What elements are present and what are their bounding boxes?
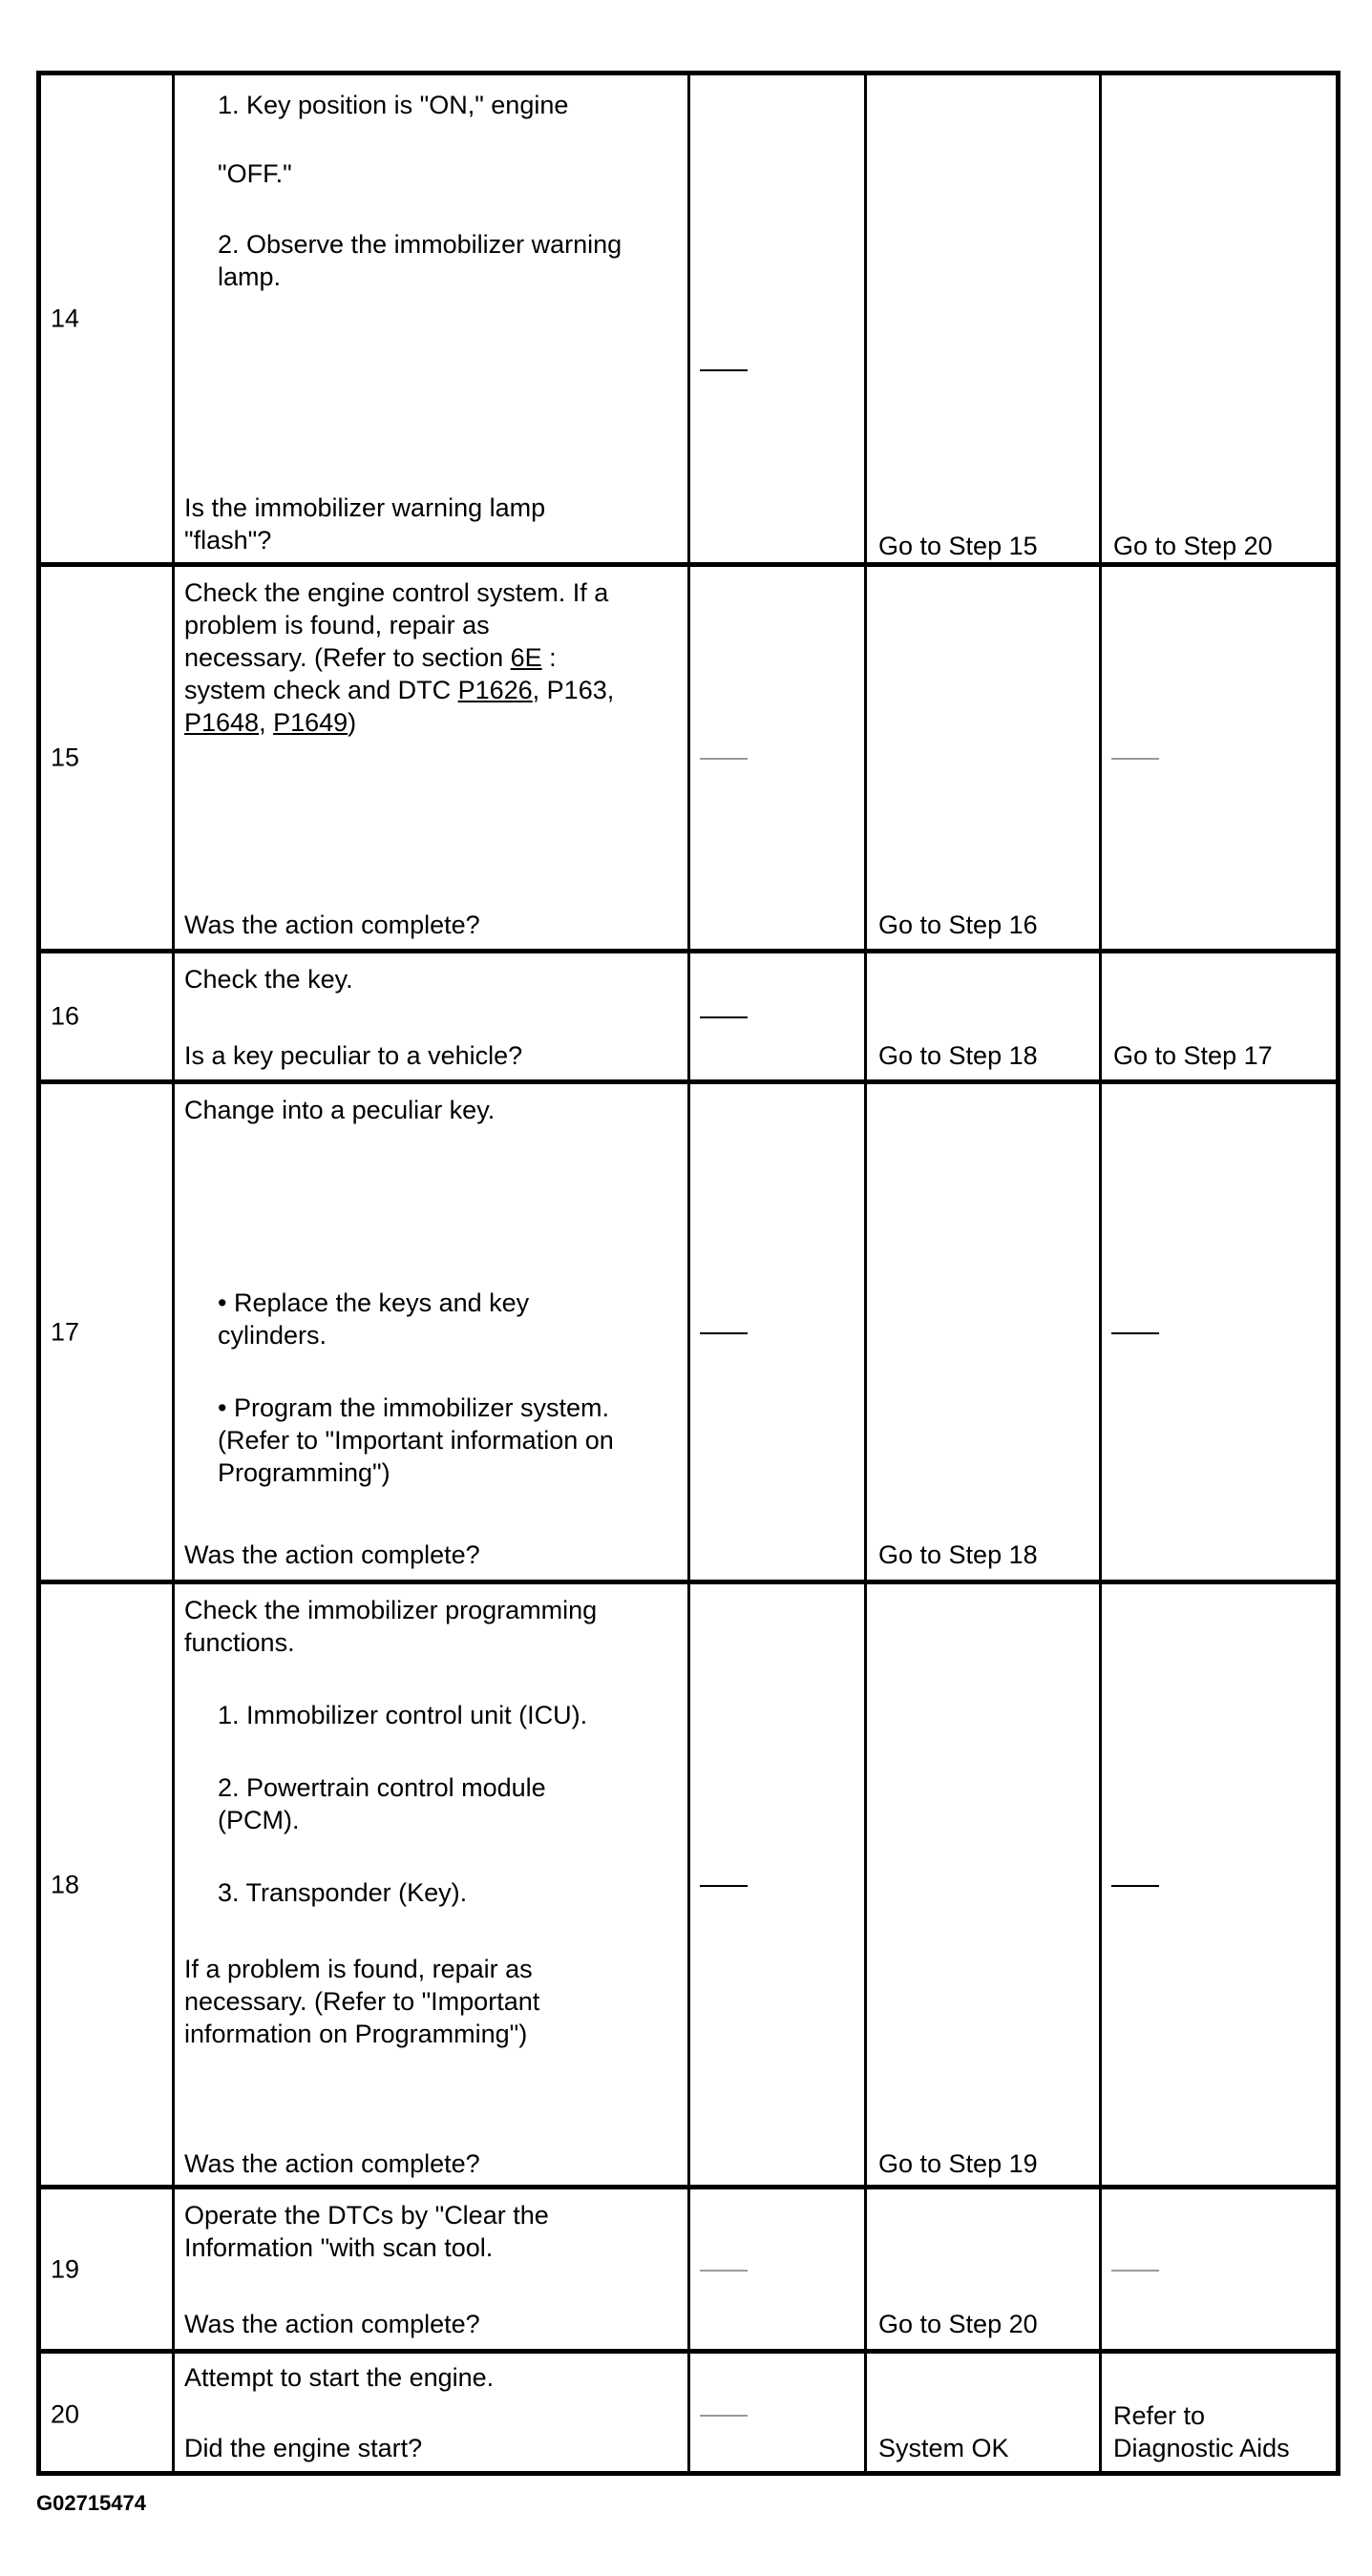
yes-action: Go to Step 15 [878, 532, 1038, 560]
action-cell [175, 2189, 690, 2349]
no-action: Go to Step 20 [1113, 532, 1273, 560]
action-line: 2. Observe the immobilizer warning [218, 230, 623, 259]
action-line: • Program the immobilizer system. [218, 1393, 610, 1422]
yes-action: Go to Step 16 [878, 911, 1038, 939]
action-cell [175, 2354, 690, 2476]
empty-value-dash [700, 2415, 748, 2417]
action-cell [175, 1584, 690, 2185]
action-line: 3. Transponder (Key). [218, 1878, 468, 1907]
no-cell [1102, 953, 1340, 1079]
action-line: Programming") [218, 1458, 390, 1487]
yes-cell [867, 2189, 1102, 2349]
no-action: Refer to [1113, 2401, 1206, 2430]
value-cell [690, 2354, 867, 2476]
empty-value-dash [700, 1885, 748, 1887]
yes-cell [867, 2354, 1102, 2476]
table-row-step-16 [41, 953, 1336, 1084]
yes-action: Go to Step 19 [878, 2149, 1038, 2178]
action-line: necessary. (Refer to section 6E : [184, 643, 557, 672]
action-line: Attempt to start the engine. [184, 2363, 495, 2392]
no-cell [1102, 75, 1340, 562]
figure-code: G02715474 [36, 2491, 146, 2515]
empty-value-dash [1111, 2270, 1159, 2272]
value-cell [690, 1584, 867, 2185]
action-line: • Replace the keys and key [218, 1288, 530, 1317]
no-cell [1102, 1584, 1340, 2185]
no-cell [1102, 1084, 1340, 1580]
value-cell [690, 75, 867, 562]
step-cell [41, 953, 175, 1079]
yes-cell [867, 75, 1102, 562]
table-row-step-18 [41, 1584, 1336, 2189]
step-cell [41, 1584, 175, 2185]
action-question: Is the immobilizer warning lamp [184, 493, 546, 522]
yes-cell [867, 1584, 1102, 2185]
action-line: information on Programming") [184, 2020, 528, 2048]
diagnostic-table [36, 71, 1340, 2476]
table-row-step-15 [41, 567, 1336, 953]
step-number: 17 [51, 1317, 80, 1346]
action-line: "OFF." [218, 159, 292, 188]
no-cell [1102, 2189, 1340, 2349]
action-line: problem is found, repair as [184, 611, 490, 639]
yes-cell [867, 1084, 1102, 1580]
action-line: P1648, P1649) [184, 708, 357, 737]
action-line: Change into a peculiar key. [184, 1096, 496, 1124]
step-cell [41, 75, 175, 562]
action-line: If a problem is found, repair as [184, 1955, 533, 1983]
action-line: cylinders. [218, 1321, 327, 1350]
no-cell [1102, 2354, 1340, 2476]
yes-action: Go to Step 18 [878, 1540, 1038, 1569]
action-line: Operate the DTCs by "Clear the [184, 2201, 549, 2230]
empty-value-dash [700, 1332, 748, 1334]
value-cell [690, 2189, 867, 2349]
step-number: 16 [51, 1001, 80, 1031]
action-cell [175, 75, 690, 562]
yes-action: Go to Step 18 [878, 1041, 1038, 1070]
action-line: Check the key. [184, 965, 353, 994]
dtc-link-p1649[interactable]: P1649 [273, 708, 348, 737]
yes-cell [867, 953, 1102, 1079]
step-cell [41, 2354, 175, 2476]
section-link[interactable]: 6E [510, 643, 542, 672]
action-line: necessary. (Refer to "Important [184, 1987, 540, 2016]
empty-value-dash [1111, 1332, 1159, 1334]
table-row-step-14 [41, 75, 1336, 567]
table-row-step-17 [41, 1084, 1336, 1584]
step-number: 20 [51, 2399, 80, 2429]
empty-value-dash [700, 369, 748, 371]
action-line: 1. Immobilizer control unit (ICU). [218, 1701, 588, 1729]
empty-value-dash [700, 2270, 748, 2272]
step-number: 18 [51, 1870, 80, 1898]
no-action: Go to Step 17 [1113, 1041, 1273, 1070]
step-cell [41, 2189, 175, 2349]
action-cell [175, 567, 690, 949]
action-cell [175, 953, 690, 1079]
table-row-step-20 [41, 2354, 1336, 2476]
action-question: Was the action complete? [184, 911, 480, 939]
empty-value-dash [700, 1016, 748, 1018]
action-question: "flash"? [184, 526, 272, 555]
action-line: lamp. [218, 262, 282, 291]
action-question: Was the action complete? [184, 2310, 480, 2338]
step-number: 15 [51, 743, 80, 772]
no-action: Diagnostic Aids [1113, 2434, 1290, 2462]
action-question: Was the action complete? [184, 2149, 480, 2178]
yes-cell [867, 567, 1102, 949]
action-question: Is a key peculiar to a vehicle? [184, 1041, 523, 1070]
value-cell [690, 953, 867, 1079]
dtc-link-p1626[interactable]: P1626 [457, 676, 533, 704]
action-line: Information "with scan tool. [184, 2233, 494, 2262]
step-cell [41, 1084, 175, 1580]
step-cell [41, 567, 175, 949]
table-row-step-19 [41, 2189, 1336, 2354]
action-line: system check and DTC P1626, P163, [184, 676, 615, 704]
action-question: Did the engine start? [184, 2434, 423, 2462]
step-number: 19 [51, 2254, 80, 2283]
action-cell [175, 1084, 690, 1580]
yes-action: System OK [878, 2434, 1009, 2462]
empty-value-dash [1111, 758, 1159, 760]
empty-value-dash [700, 758, 748, 760]
no-cell [1102, 567, 1340, 949]
action-line: functions. [184, 1628, 295, 1657]
value-cell [690, 567, 867, 949]
action-line: 2. Powertrain control module [218, 1773, 546, 1802]
action-line: (PCM). [218, 1806, 300, 1834]
action-line: Check the immobilizer programming [184, 1596, 598, 1624]
empty-value-dash [1111, 1885, 1159, 1887]
step-number: 14 [51, 304, 80, 333]
value-cell [690, 1084, 867, 1580]
dtc-link-p1648[interactable]: P1648 [184, 708, 260, 737]
action-line: Check the engine control system. If a [184, 578, 609, 607]
action-line: 1. Key position is "ON," engine [218, 91, 569, 119]
action-line: (Refer to "Important information on [218, 1426, 614, 1455]
action-question: Was the action complete? [184, 1540, 480, 1569]
yes-action: Go to Step 20 [878, 2310, 1038, 2338]
